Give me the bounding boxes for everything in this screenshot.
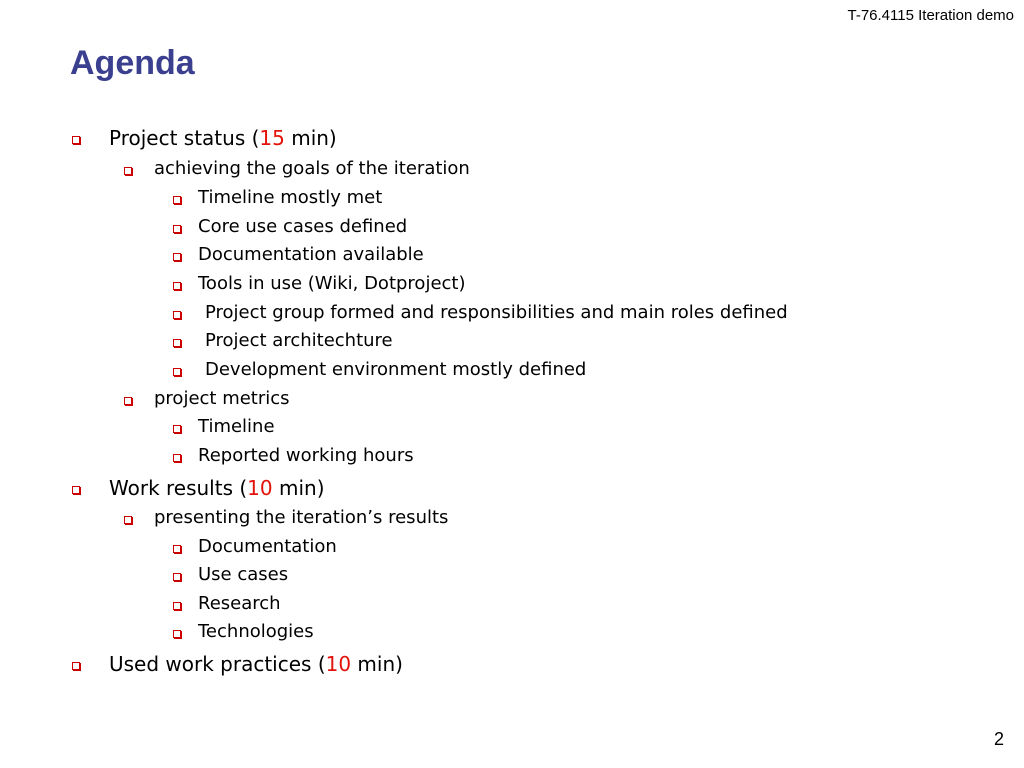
square-bullet-icon <box>173 196 181 204</box>
agenda-detail: Research <box>198 593 281 614</box>
square-bullet-icon <box>173 545 181 553</box>
agenda-subitem: achieving the goals of the iteration <box>154 158 470 179</box>
square-bullet-icon <box>173 425 181 433</box>
square-bullet-icon <box>124 516 132 524</box>
duration-value: 10 <box>247 476 273 500</box>
agenda-subitem: presenting the iteration’s results <box>154 507 448 528</box>
agenda-detail: Documentation <box>198 536 337 557</box>
agenda-item-work-results: Work results (10 min) <box>109 476 325 500</box>
agenda-detail: Timeline <box>198 416 275 437</box>
agenda-detail: Core use cases defined <box>198 216 407 237</box>
agenda-detail: Project architechture <box>205 330 393 351</box>
agenda-subitem: project metrics <box>154 388 290 409</box>
square-bullet-icon <box>173 602 181 610</box>
agenda-detail: Documentation available <box>198 244 424 265</box>
square-bullet-icon <box>173 368 181 376</box>
square-bullet-icon <box>173 311 181 319</box>
agenda-detail: Use cases <box>198 564 288 585</box>
square-bullet-icon <box>173 573 181 581</box>
agenda-detail: Project group formed and responsibilities and main roles defined <box>205 302 788 323</box>
agenda-item-project-status: Project status (15 min) <box>109 126 337 150</box>
agenda-detail: Technologies <box>198 621 314 642</box>
agenda-item-work-practices: Used work practices (10 min) <box>109 652 403 676</box>
duration-value: 15 <box>259 126 285 150</box>
agenda-detail: Reported working hours <box>198 445 414 466</box>
square-bullet-icon <box>173 630 181 638</box>
page-number: 2 <box>993 729 1004 749</box>
square-bullet-icon <box>124 397 132 405</box>
agenda-detail: Tools in use (Wiki, Dotproject) <box>198 273 466 294</box>
square-bullet-icon <box>124 167 132 175</box>
square-bullet-icon <box>173 339 181 347</box>
square-bullet-icon <box>173 253 181 261</box>
square-bullet-icon <box>173 282 181 290</box>
agenda-detail: Timeline mostly met <box>198 187 382 208</box>
square-bullet-icon <box>173 454 181 462</box>
square-bullet-icon <box>173 225 181 233</box>
slide-title: Agenda <box>70 44 195 82</box>
square-bullet-icon <box>72 662 80 670</box>
square-bullet-icon <box>72 136 80 144</box>
square-bullet-icon <box>72 486 80 494</box>
duration-value: 10 <box>325 652 352 676</box>
agenda-detail: Development environment mostly defined <box>205 359 586 380</box>
header-note: T-76.4115 Iteration demo <box>847 7 1014 24</box>
